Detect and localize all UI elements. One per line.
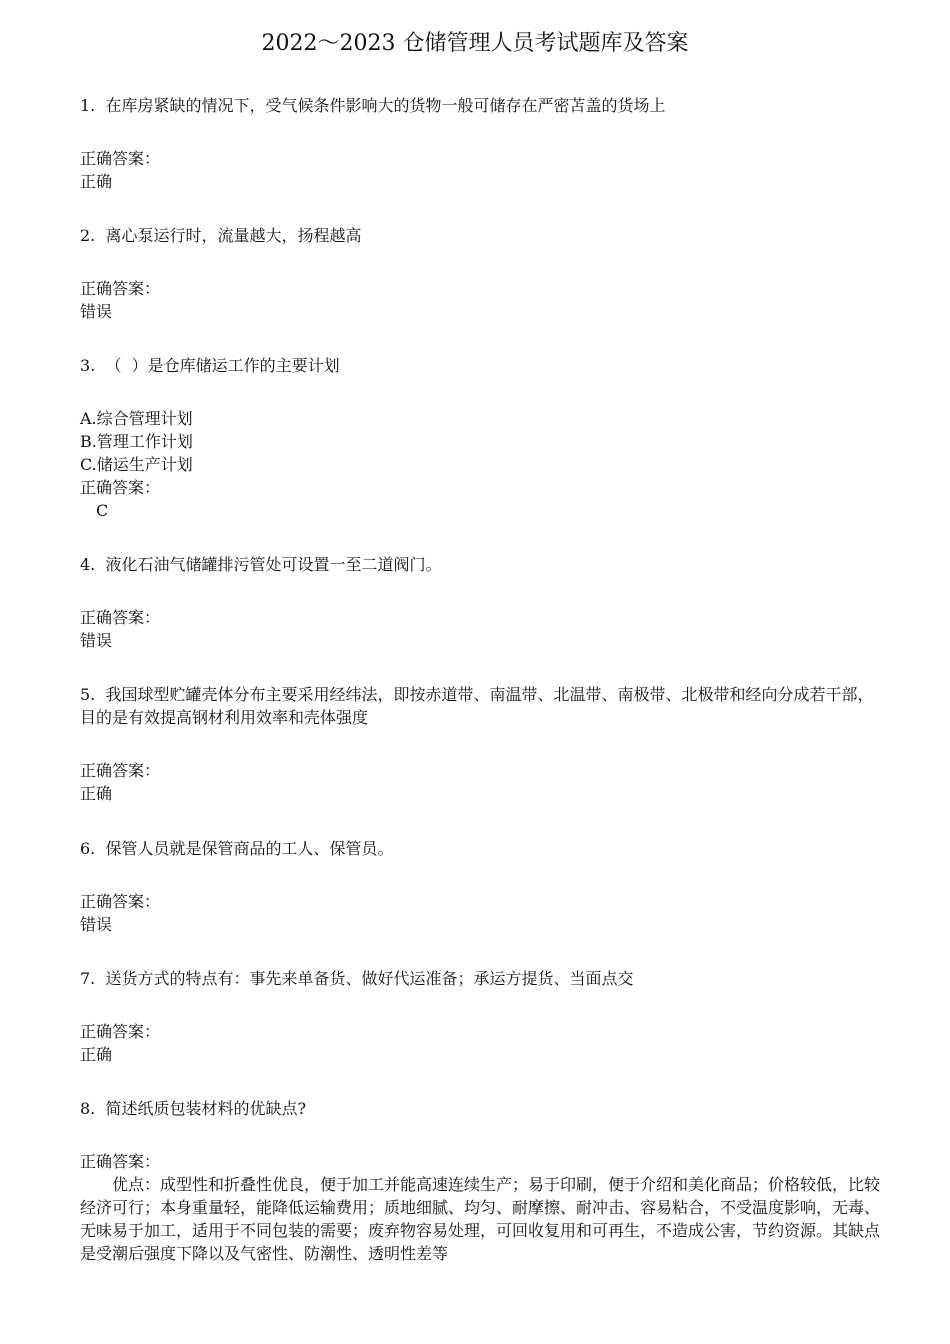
question-stem: 7. 送货方式的特点有：事先来单备货、做好代运准备；承运方提货、当面点交	[80, 969, 634, 988]
question-6	[80, 837, 880, 936]
question-8	[80, 1097, 880, 1265]
document-title: 2022～2023 仓储管理人员考试题库及答案	[261, 31, 689, 56]
option-c: C.储运生产计划	[80, 455, 193, 474]
answer-value: 正确	[80, 172, 113, 191]
answer-label: 正确答案：	[80, 1022, 161, 1041]
question-7	[80, 967, 880, 1066]
answer-label: 正确答案：	[80, 761, 161, 780]
answer-explanation: 优点：成型性和折叠性优良，便于加工并能高速连续生产；易于印刷，便于介绍和美化商品；价格较低，比较经济可行；本身重量轻，能降低运输费用；质地细腻、均匀、耐摩擦、耐冲击、容易粘合，不受温度影响，无毒、无味易于加工，适用于不同包装的需要；废弃物容易处理，可回收复用和可再生，不造成公害，节约资源。其缺点是受潮后强度下降以及气密性、防潮性、透明性差等	[80, 1175, 881, 1263]
question-stem: 4. 液化石油气储罐排污管处可设置一至二道阀门。	[80, 555, 442, 574]
question-stem: 6. 保管人员就是保管商品的工人、保管员。	[80, 839, 394, 858]
answer-label: 正确答案：	[80, 1152, 161, 1171]
question-stem: 1. 在库房紧缺的情况下，受气候条件影响大的货物一般可储存在严密苫盖的货场上	[80, 96, 666, 115]
answer-value: 正确	[80, 1045, 113, 1064]
question-3	[80, 354, 880, 522]
question-5	[80, 683, 880, 805]
answer-value: C	[96, 501, 109, 520]
question-stem: 5. 我国球型贮罐壳体分布主要采用经纬法，即按赤道带、南温带、北温带、南极带、北极带和经向分成若干部，目的是有效提高钢材利用效率和壳体强度	[80, 685, 874, 727]
option-b: B.管理工作计划	[80, 432, 193, 451]
question-stem: 3. （ ）是仓库储运工作的主要计划	[80, 356, 340, 375]
answer-label: 正确答案：	[80, 478, 161, 497]
question-stem: 2. 离心泵运行时，流量越大，扬程越高	[80, 226, 362, 245]
question-stem: 8. 简述纸质包装材料的优缺点?	[80, 1099, 307, 1118]
answer-value: 错误	[80, 302, 113, 321]
question-2	[80, 224, 880, 323]
answer-value: 错误	[80, 631, 113, 650]
answer-label: 正确答案：	[80, 892, 161, 911]
answer-label: 正确答案：	[80, 279, 161, 298]
question-4	[80, 553, 880, 652]
answer-value: 错误	[80, 915, 113, 934]
option-a: A.综合管理计划	[80, 409, 193, 428]
answer-label: 正确答案：	[80, 149, 161, 168]
answer-label: 正确答案：	[80, 608, 161, 627]
answer-value: 正确	[80, 784, 113, 803]
question-1	[80, 94, 880, 193]
